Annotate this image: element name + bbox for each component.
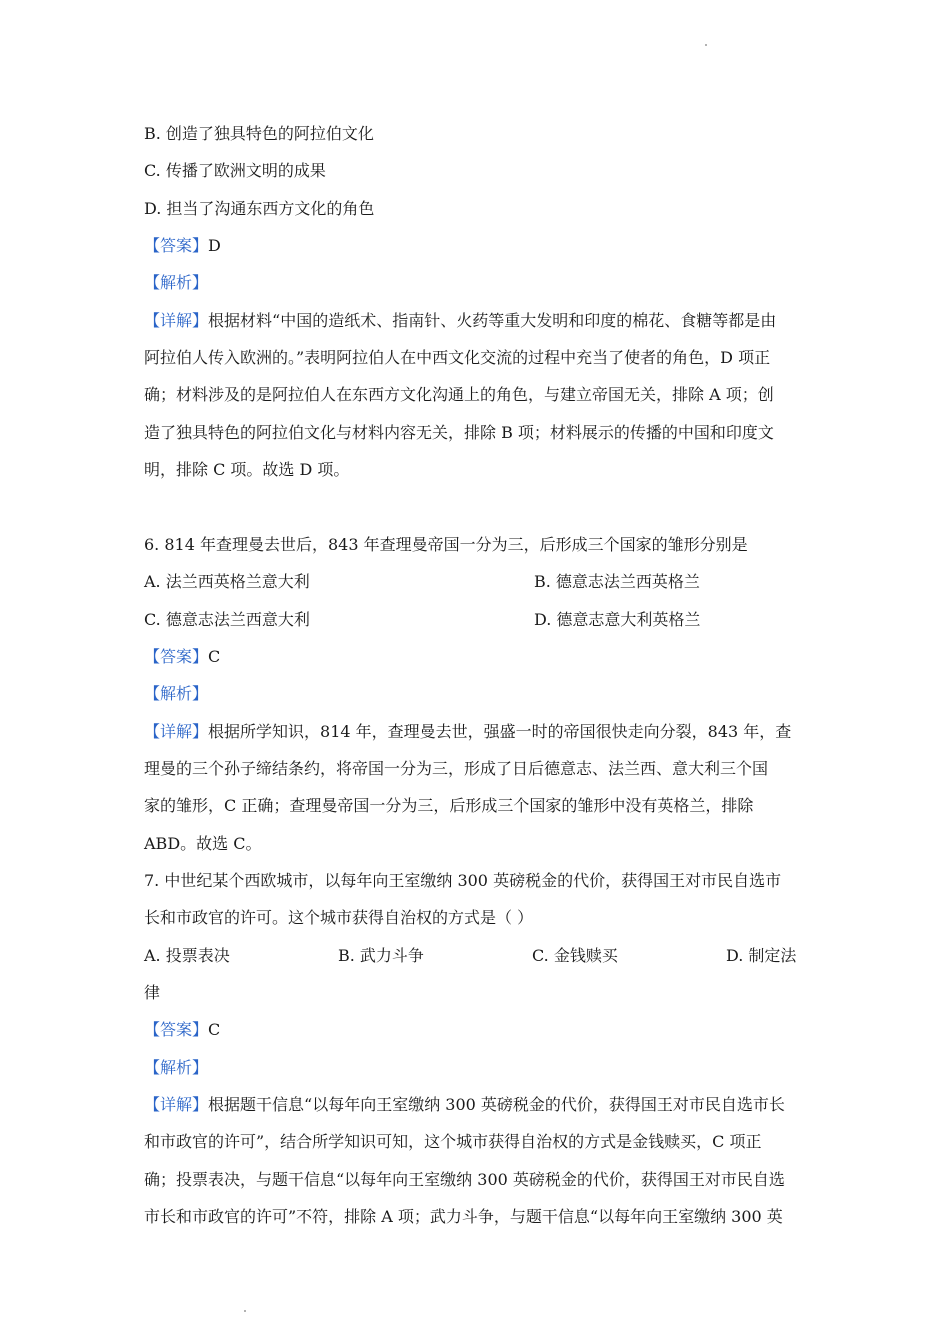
q6-detail-line-4: ABD。故选 C。: [144, 834, 262, 853]
answer-value: D: [208, 236, 221, 255]
detail-text: 根据题干信息“以每年向王室缴纳 300 英磅税金的代价，获得国王对市民自选市长: [208, 1095, 785, 1114]
q7-detail-line-3: 确；投票表决，与题干信息“以每年向王室缴纳 300 英磅税金的代价，获得国王对市民自选: [144, 1170, 785, 1189]
detail-text: 根据所学知识，814 年，查理曼去世，强盛一时的帝国很快走向分裂，843 年，查: [208, 722, 792, 741]
q5-detail-line-4: 造了独具特色的阿拉伯文化与材料内容无关，排除 B 项；材料展示的传播的中国和印度文: [144, 423, 774, 442]
q6-option-b: B. 德意志法兰西英格兰: [534, 572, 700, 591]
q5-analysis-tag: 【解析】: [144, 273, 209, 292]
q7-stem-line-2: 长和市政官的许可。这个城市获得自治权的方式是（ ）: [144, 908, 534, 927]
detail-tag: 【详解】: [144, 722, 209, 741]
answer-tag: 【答案】: [144, 1020, 209, 1039]
top-dot: [705, 44, 707, 46]
q6-detail-line-3: 家的雏形，C 正确；查理曼帝国一分为三，后形成三个国家的雏形中没有英格兰，排除: [144, 796, 754, 815]
detail-tag: 【详解】: [144, 1095, 209, 1114]
q6-option-d: D. 德意志意大利英格兰: [534, 610, 701, 629]
q5-detail-line-3: 确；材料涉及的是阿拉伯人在东西方文化沟通上的角色，与建立帝国无关，排除 A 项；创: [144, 385, 774, 404]
q7-option-d-wrap: 律: [144, 983, 161, 1002]
bottom-dot: [244, 1310, 246, 1312]
q7-option-c: C. 金钱赎买: [532, 946, 618, 965]
answer-tag: 【答案】: [144, 236, 209, 255]
q6-option-c: C. 德意志法兰西意大利: [144, 610, 310, 629]
q7-analysis-tag: 【解析】: [144, 1058, 209, 1077]
answer-value: C: [208, 1020, 221, 1039]
q5-option-d: D. 担当了沟通东西方文化的角色: [144, 199, 375, 218]
answer-tag: 【答案】: [144, 647, 209, 666]
q6-answer: [144, 647, 220, 667]
q5-detail-line-2: 阿拉伯人传入欧洲的。”表明阿拉伯人在中西文化交流的过程中充当了使者的角色，D 项正: [144, 348, 771, 367]
q7-option-d: D. 制定法: [726, 946, 797, 965]
answer-value: C: [208, 647, 221, 666]
detail-tag: 【详解】: [144, 311, 209, 330]
q7-answer: [144, 1020, 220, 1040]
q5-detail-line-1: [144, 311, 776, 331]
q5-option-c: C. 传播了欧洲文明的成果: [144, 161, 326, 180]
q6-analysis-tag: 【解析】: [144, 684, 209, 703]
q6-option-a: A. 法兰西英格兰意大利: [144, 572, 310, 591]
q7-option-a: A. 投票表决: [144, 946, 230, 965]
q7-detail-line-2: 和市政官的许可”，结合所学知识可知，这个城市获得自治权的方式是金钱赎买，C 项正: [144, 1132, 762, 1151]
q6-stem: 6. 814 年查理曼去世后，843 年查理曼帝国一分为三，后形成三个国家的雏形分别是: [144, 535, 748, 554]
q6-detail-line-1: [144, 722, 791, 742]
q7-stem-line-1: 7. 中世纪某个西欧城市，以每年向王室缴纳 300 英磅税金的代价，获得国王对市民自选市: [144, 871, 782, 890]
q6-detail-line-2: 理曼的三个孙子缔结条约，将帝国一分为三，形成了日后德意志、法兰西、意大利三个国: [144, 759, 769, 778]
q7-option-b: B. 武力斗争: [338, 946, 424, 965]
q7-detail-line-1: [144, 1095, 785, 1115]
q5-detail-line-5: 明，排除 C 项。故选 D 项。: [144, 460, 350, 479]
q7-detail-line-4: 市长和市政官的许可”不符，排除 A 项；武力斗争，与题干信息“以每年向王室缴纳 300 英: [144, 1207, 783, 1226]
detail-text: 根据材料“中国的造纸术、指南针、火药等重大发明和印度的棉花、食糖等都是由: [208, 311, 777, 330]
q5-answer: [144, 236, 221, 256]
q5-option-b: B. 创造了独具特色的阿拉伯文化: [144, 124, 374, 143]
